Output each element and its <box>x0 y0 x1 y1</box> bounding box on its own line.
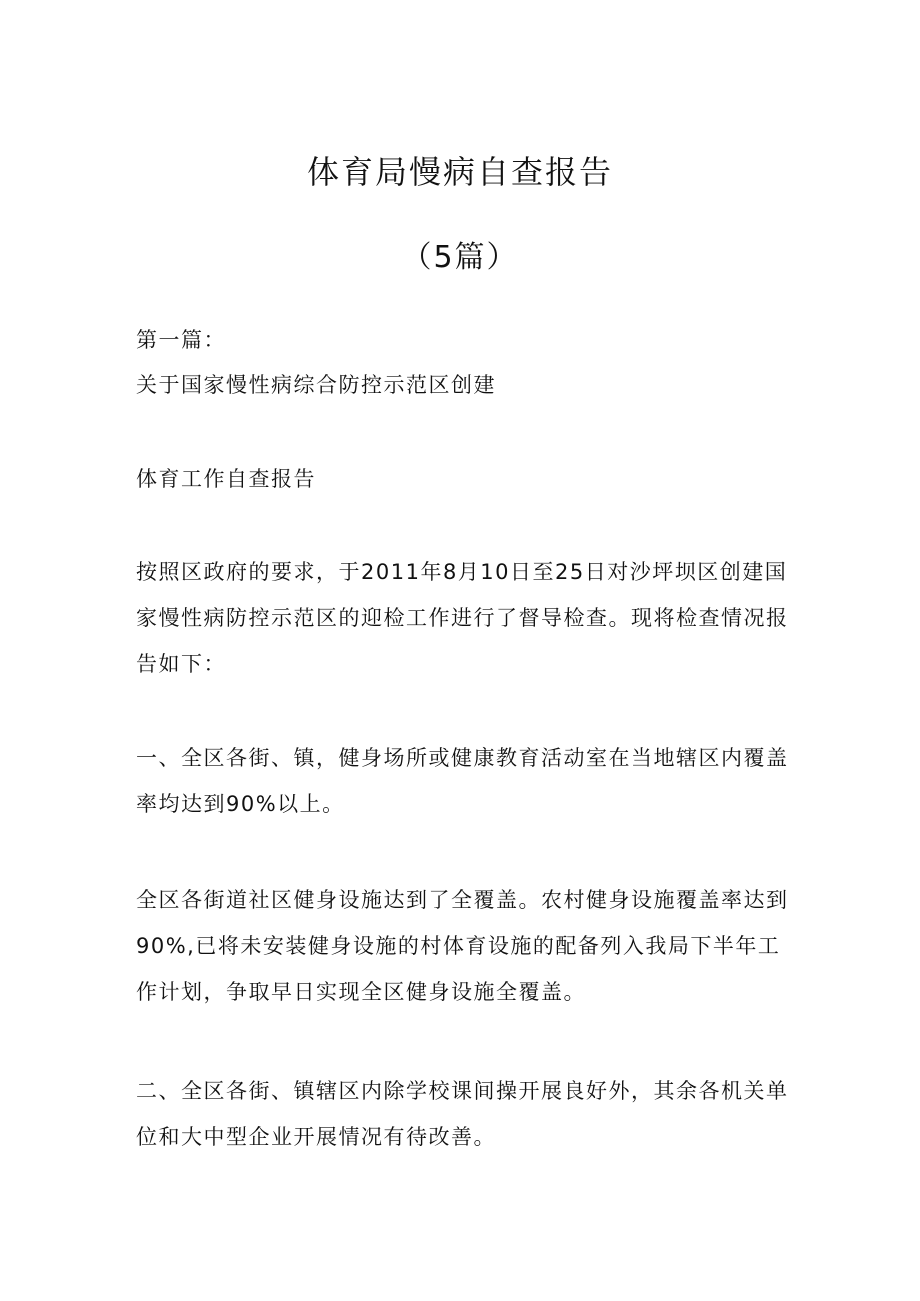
paragraph: 一、全区各街、镇，健身场所或健康教育活动室在当地辖区内覆盖率均达到90%以上。 <box>136 746 789 816</box>
document-title: 体育局慢病自查报告 <box>306 153 613 191</box>
section-label: 第一篇： <box>136 328 226 352</box>
paragraph: 按照区政府的要求，于2011年8月10日至25日对沙坪坝区创建国家慢性病防控示范区的迎检工作进行了督导检查。现将检查情况报告如下： <box>136 560 789 676</box>
paragraph: 全区各街道社区健身设施达到了全覆盖。农村健身设施覆盖率达到90%,已将未安装健身设施的村体育设施的配备列入我局下半年工作计划，争取早日实现全区健身设施全覆盖。 <box>136 888 789 1004</box>
document-subtitle: （5篇） <box>401 240 519 275</box>
section-heading-line1: 关于国家慢性病综合防控示范区创建 <box>136 373 496 397</box>
section-heading-line2: 体育工作自查报告 <box>136 467 316 491</box>
paragraph: 二、全区各街、镇辖区内除学校课间操开展良好外，其余各机关单位和大中型企业开展情况有待改善。 <box>136 1079 789 1149</box>
